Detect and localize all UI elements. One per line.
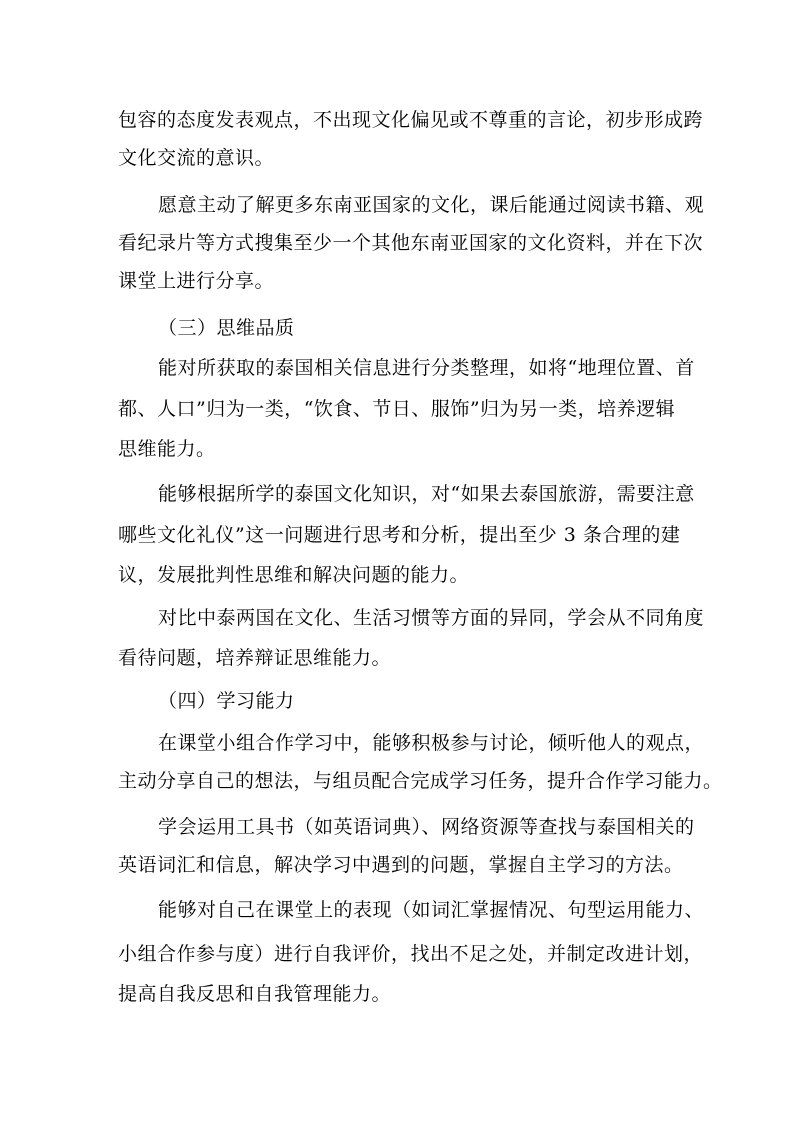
body-text-line: 提高自我反思和自我管理能力。	[118, 983, 392, 1005]
body-text-line: 课堂上进行分享。	[118, 270, 275, 292]
paragraph-first-line: 能够根据所学的泰国文化知识，对“如果去泰国旅游，需要注意	[158, 483, 695, 505]
paragraph-first-line: 能对所获取的泰国相关信息进行分类整理，如将“地理位置、首	[158, 357, 695, 379]
paragraph-first-line: 愿意主动了解更多东南亚国家的文化，课后能通过阅读书籍、观	[158, 194, 705, 216]
paragraph-first-line: 学会运用工具书（如英语词典）、网络资源等查找与泰国相关的	[158, 816, 695, 838]
body-text-line: 英语词汇和信息，解决学习中遇到的问题，掌握自主学习的方法。	[118, 854, 684, 876]
body-text-line: 看待问题，培养辩证思维能力。	[118, 647, 392, 669]
section-heading-learning-ability: （四）学习能力	[158, 690, 295, 712]
body-text-line: 文化交流的意识。	[118, 147, 275, 169]
paragraph-first-line: 对比中泰两国在文化、生活习惯等方面的异同，学会从不同角度	[158, 607, 705, 629]
body-text-line: 包容的态度发表观点，不出现文化偏见或不尊重的言论，初步形成跨	[118, 109, 704, 131]
body-text-line: 都、人口”归为一类，“饮食、节日、服饰”归为另一类，培养逻辑	[118, 398, 676, 420]
body-text-line: 主动分享自己的想法，与组员配合完成学习任务，提升合作学习能力。	[118, 770, 723, 792]
body-text-line: 哪些文化礼仪”这一问题进行思考和分析，提出至少 3 条合理的建	[118, 524, 681, 546]
paragraph-first-line: 在课堂小组合作学习中，能够积极参与讨论，倾听他人的观点，	[158, 732, 705, 754]
body-text-line: 思维能力。	[118, 438, 216, 460]
paragraph-first-line: 能够对自己在课堂上的表现（如词汇掌握情况、句型运用能力、	[158, 899, 705, 921]
body-text-line: 议，发展批判性思维和解决问题的能力。	[118, 564, 470, 586]
body-text-line: 看纪录片等方式搜集至少一个其他东南亚国家的文化资料，并在下次	[118, 232, 704, 254]
body-text-line: 小组合作参与度）进行自我评价，找出不足之处，并制定改进计划，	[118, 943, 704, 965]
section-heading-thinking-quality: （三）思维品质	[158, 317, 295, 339]
